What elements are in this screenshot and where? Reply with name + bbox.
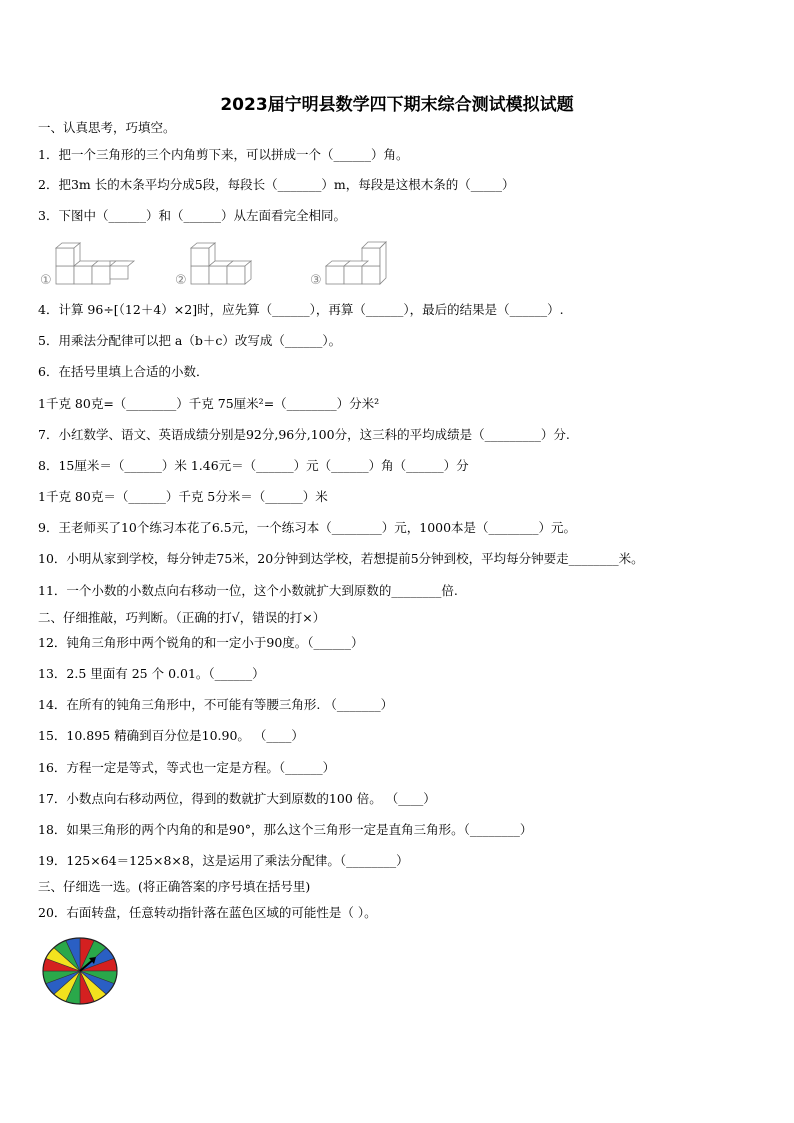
- question-6-items: 1千克 80克=（________）千克 75厘米²=（________）分米²: [38, 396, 380, 411]
- question-8: 8．15厘米＝（______）米 1.46元＝（______）元（______）角（______）分: [38, 458, 469, 473]
- question-13: 13．2.5 里面有 25 个 0.01。（______）: [38, 666, 265, 681]
- question-7: 7．小红数学、语文、英语成绩分别是92分,96分,100分，这三科的平均成绩是（_________）分.: [38, 427, 570, 442]
- cube-figure-3: [310, 234, 410, 294]
- question-2: 2．把3m 长的木条平均分成5段，每段长（_______）m，每段是这根木条的（_____）: [38, 177, 515, 192]
- question-9: 9．王老师买了10个练习本花了6.5元，一个练习本（________）元，1000本是（________）元。: [38, 520, 577, 535]
- cube-figure-1: [40, 240, 140, 294]
- section-1-heading: 一、认真思考，巧填空。: [38, 120, 176, 135]
- question-1: 1．把一个三角形的三个内角剪下来，可以拼成一个（______）角。: [38, 147, 409, 162]
- cube-figure-2: [175, 240, 275, 294]
- section-3-heading: 三、仔细选一选。(将正确答案的序号填在括号里): [38, 879, 311, 894]
- question-8-items: 1千克 80克＝（______）千克 5分米＝（______）米: [38, 489, 328, 504]
- question-16: 16．方程一定是等式，等式也一定是方程。（______）: [38, 760, 336, 775]
- figure-1-label: ①: [40, 273, 52, 288]
- page-title: 2023届宁明县数学四下期末综合测试模拟试题: [220, 95, 574, 115]
- question-5: 5．用乘法分配律可以把 a（b＋c）改写成（______）。: [38, 333, 342, 348]
- question-10: 10．小明从家到学校，每分钟走75米，20分钟到达学校，若想提前5分钟到校，平均每分钟要走________米。: [38, 551, 644, 566]
- figure-3-label: ③: [310, 273, 322, 288]
- question-15: 15．10.895 精确到百分位是10.90。 （____）: [38, 728, 304, 743]
- question-11: 11．一个小数的小数点向右移动一位，这个小数就扩大到原数的________倍.: [38, 583, 458, 598]
- question-18: 18．如果三角形的两个内角的和是90°，那么这个三角形一定是直角三角形。（________）: [38, 822, 533, 837]
- question-17: 17．小数点向右移动两位，得到的数就扩大到原数的100 倍。 （____）: [38, 791, 436, 806]
- question-6: 6．在括号里填上合适的小数．: [38, 364, 209, 379]
- question-12: 12．钝角三角形中两个锐角的和一定小于90度。（______）: [38, 635, 364, 650]
- question-3: 3．下图中（______）和（______）从左面看完全相同。: [38, 208, 346, 223]
- question-4: 4．计算 96÷[（12＋4）×2]时，应先算（______），再算（______），最后的结果是（______）.: [38, 302, 564, 317]
- question-14: 14．在所有的钝角三角形中，不可能有等腰三角形. （_______）: [38, 697, 394, 712]
- spinner-graphic: [40, 935, 120, 1007]
- section-2-heading: 二、仔细推敲，巧判断。（正确的打√，错误的打×）: [38, 610, 326, 625]
- figure-2-label: ②: [175, 273, 187, 288]
- question-20: 20．右面转盘，任意转动指针落在蓝色区域的可能性是（ ）。: [38, 905, 377, 920]
- question-19: 19．125×64＝125×8×8，这是运用了乘法分配律。（________）: [38, 853, 409, 868]
- color-spinner: [40, 935, 120, 1011]
